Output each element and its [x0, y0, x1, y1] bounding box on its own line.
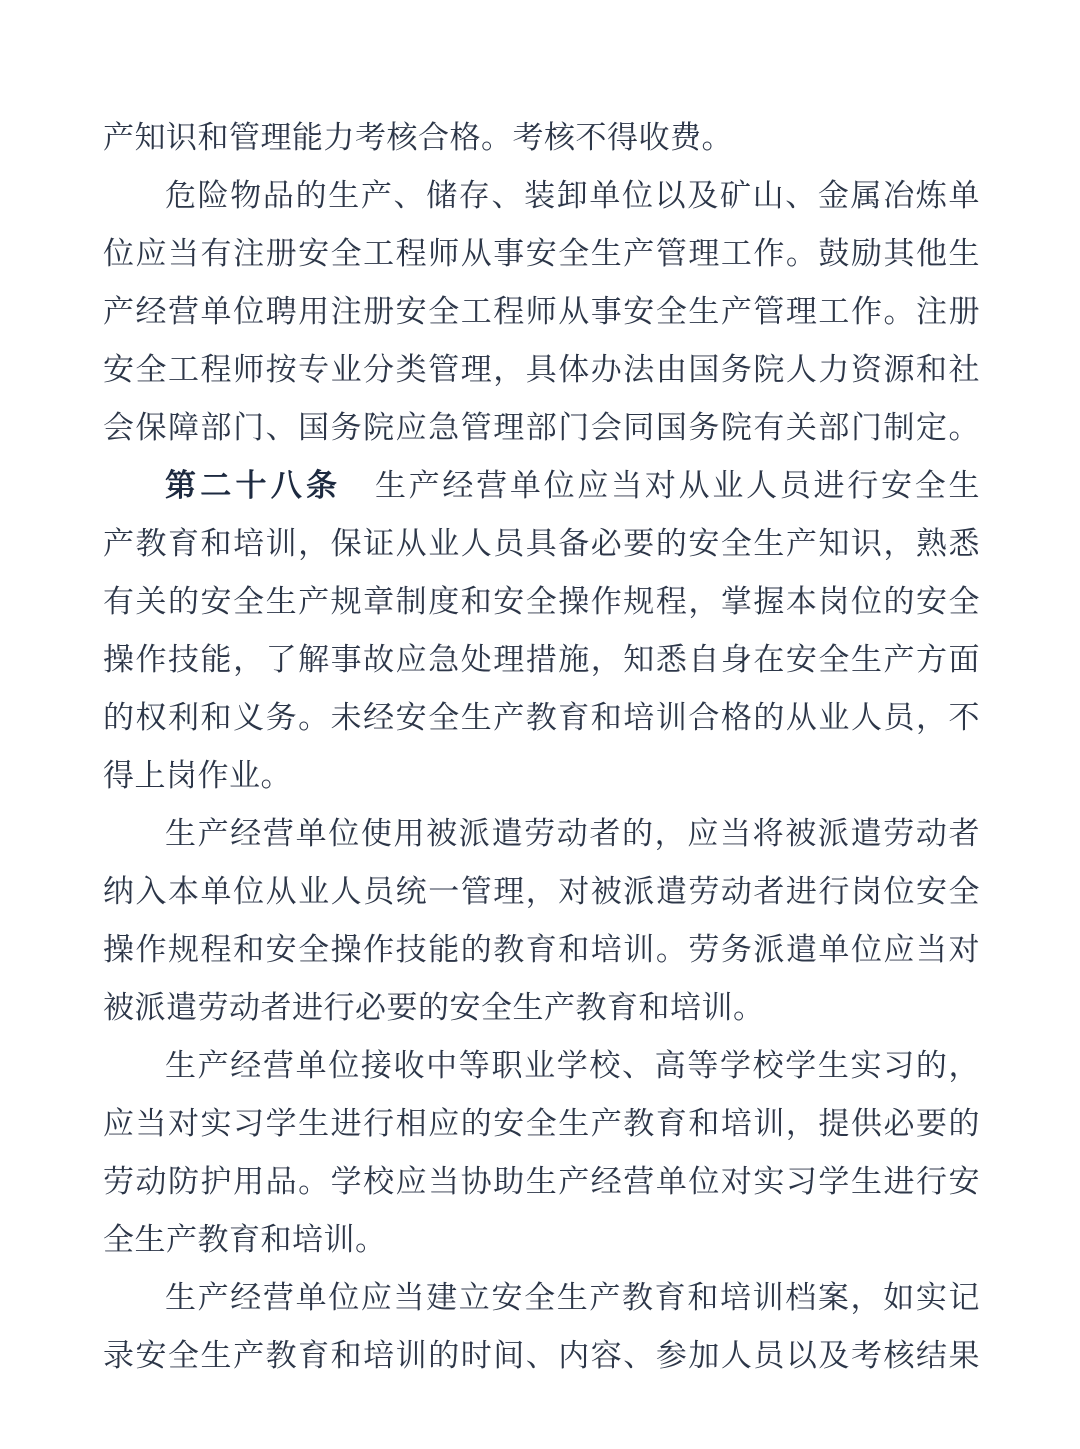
text-line: 操作技能，了解事故应急处理措施，知悉自身在安全生产方面 [103, 642, 980, 677]
text-line: 有关的安全生产规章制度和安全操作规程，掌握本岗位的安全 [103, 584, 980, 619]
text-line: 危险物品的生产、储存、装卸单位以及矿山、金属冶炼单 [165, 178, 980, 213]
text-line: 全生产教育和培训。 [103, 1222, 387, 1257]
text-line: 录安全生产教育和培训的时间、内容、参加人员以及考核结果 [103, 1338, 980, 1373]
text-line: 生产经营单位应当建立安全生产教育和培训档案，如实记 [165, 1280, 980, 1315]
text-line: 生产经营单位使用被派遣劳动者的，应当将被派遣劳动者 [165, 816, 980, 851]
text-line: 应当对实习学生进行相应的安全生产教育和培训，提供必要的 [103, 1106, 980, 1141]
text-line: 安全工程师按专业分类管理，具体办法由国务院人力资源和社 [103, 352, 980, 387]
article-number-heading: 第二十八条 [165, 468, 342, 503]
text-line: 得上岗作业。 [103, 758, 292, 793]
text-line: 生产经营单位接收中等职业学校、高等学校学生实习的， [165, 1048, 980, 1083]
text-line: 产教育和培训，保证从业人员具备必要的安全生产知识，熟悉 [103, 526, 980, 561]
text-line: 操作规程和安全操作技能的教育和培训。劳务派遣单位应当对 [103, 932, 980, 967]
text-line: 第二十八条 生产经营单位应当对从业人员进行安全生 [165, 468, 980, 503]
text-line: 产经营单位聘用注册安全工程师从事安全生产管理工作。注册 [103, 294, 980, 329]
text-line: 被派遣劳动者进行必要的安全生产教育和培训。 [103, 990, 765, 1025]
text-line: 位应当有注册安全工程师从事安全生产管理工作。鼓励其他生 [103, 236, 980, 271]
text-line: 产知识和管理能力考核合格。考核不得收费。 [103, 120, 733, 155]
text-line: 劳动防护用品。学校应当协助生产经营单位对实习学生进行安 [103, 1164, 980, 1199]
text-line: 的权利和义务。未经安全生产教育和培训合格的从业人员，不 [103, 700, 980, 735]
text-line: 会保障部门、国务院应急管理部门会同国务院有关部门制定。 [103, 410, 980, 445]
document-body [103, 109, 980, 1385]
text-line: 纳入本单位从业人员统一管理，对被派遣劳动者进行岗位安全 [103, 874, 980, 909]
